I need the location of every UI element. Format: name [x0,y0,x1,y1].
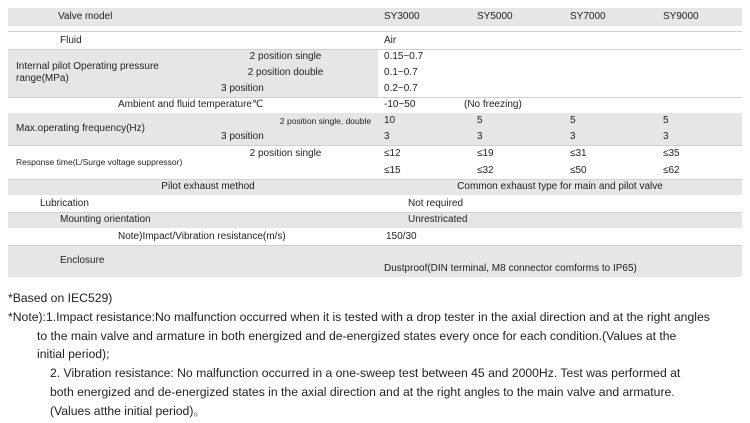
pilot-pressure-value: 0.15~0.7 [378,49,742,65]
frequency-label: Max.operating frequency(Hz) [8,113,193,145]
response-value: ≤32 [471,163,564,179]
response-value: ≤50 [564,163,657,179]
header-model-sy5000: SY5000 [471,8,564,26]
response-value: ≤15 [378,163,471,179]
note2-line: both energized and de-energized states in the axial direction and at the right angles to the main valve and armature. [50,384,675,399]
response-value: ≤19 [471,145,564,163]
fluid-label: Fluid [8,32,378,49]
header-model-sy7000: SY7000 [564,8,657,26]
row-divider [8,212,742,213]
response-value: ≤31 [564,145,657,163]
pilot-pressure-value: 0.2~0.7 [378,81,742,97]
row-divider [8,145,742,146]
mounting-value: Unrestricated [378,212,742,228]
response-value: ≤12 [378,145,471,163]
note2-line: (Values atthe initial period)。 [50,403,206,418]
pilot-pressure-label: Internal pilot Operating pressure range(MPa) [8,49,193,97]
temperature-note: (No freezing) [458,97,742,113]
enclosure-label: Enclosure [8,245,378,277]
header-valve-model: Valve model [8,8,378,26]
row-divider [8,49,742,50]
lubrication-label: Lubrication [8,195,378,212]
header-model-sy3000: SY3000 [378,8,471,26]
frequency-value: 10 [378,113,471,129]
row-divider [8,97,742,98]
pilot-pressure-value: 0.1~0.7 [378,65,742,81]
temperature-label: Ambient and fluid temperature℃ [8,97,378,113]
frequency-value: 5 [471,113,564,129]
response-value: ≤62 [657,163,742,179]
note1-line: *Note):1.Impact resistance:No malfunction occurred when it is tested with a drop tester in the axial direction and at the right angles [8,309,710,324]
lubrication-value: Not required [378,195,742,212]
frequency-value: 3 [657,129,742,145]
pilot-exhaust-value: Common exhaust type for main and pilot valve [378,179,742,195]
temperature-value: -10~50 [378,97,464,113]
note1-line: to the main valve and armature in both energized and de-energized states every once for each condition.(Values at the [37,328,677,343]
note1-line: initial period); [37,347,110,362]
footnotes [8,289,748,421]
frequency-row-label: 3 position [193,129,378,145]
row-divider [8,31,742,32]
response-row-label: 2 position single [193,145,378,163]
note-based-on: *Based on IEC529) [8,291,113,305]
frequency-value: 3 [564,129,657,145]
frequency-value: 5 [657,113,742,129]
response-label: Response time(L/Surge voltage suppressor) [8,145,248,179]
note2-line: 2. Vibration resistance: No malfunction occurred in a one-sweep test between 45 and 2000Hz. Test was performed at [50,366,681,381]
enclosure-value: Dustproof(DIN terminal, M8 connector comforms to IP65) [378,245,742,277]
row-divider [8,179,742,180]
header-model-sy9000: SY9000 [657,8,742,26]
frequency-value: 3 [378,129,471,145]
pilot-exhaust-label: Pilot exhaust method [8,179,378,195]
frequency-row-label: 2 position single, double [193,113,378,129]
pilot-pressure-row-label: 2 position single [193,49,378,65]
response-value: ≤35 [657,145,742,163]
pilot-pressure-row-label: 2 position double [193,65,378,81]
impact-value: 150/30 [378,228,742,245]
frequency-value: 5 [564,113,657,129]
frequency-value: 3 [471,129,564,145]
mounting-label: Mounting orientation [8,212,378,228]
row-divider [8,245,742,246]
fluid-value: Air [378,32,742,49]
pilot-pressure-row-label: 3 position [193,81,378,97]
impact-label: Note)Impact/Vibration resistance(m/s) [8,228,378,245]
